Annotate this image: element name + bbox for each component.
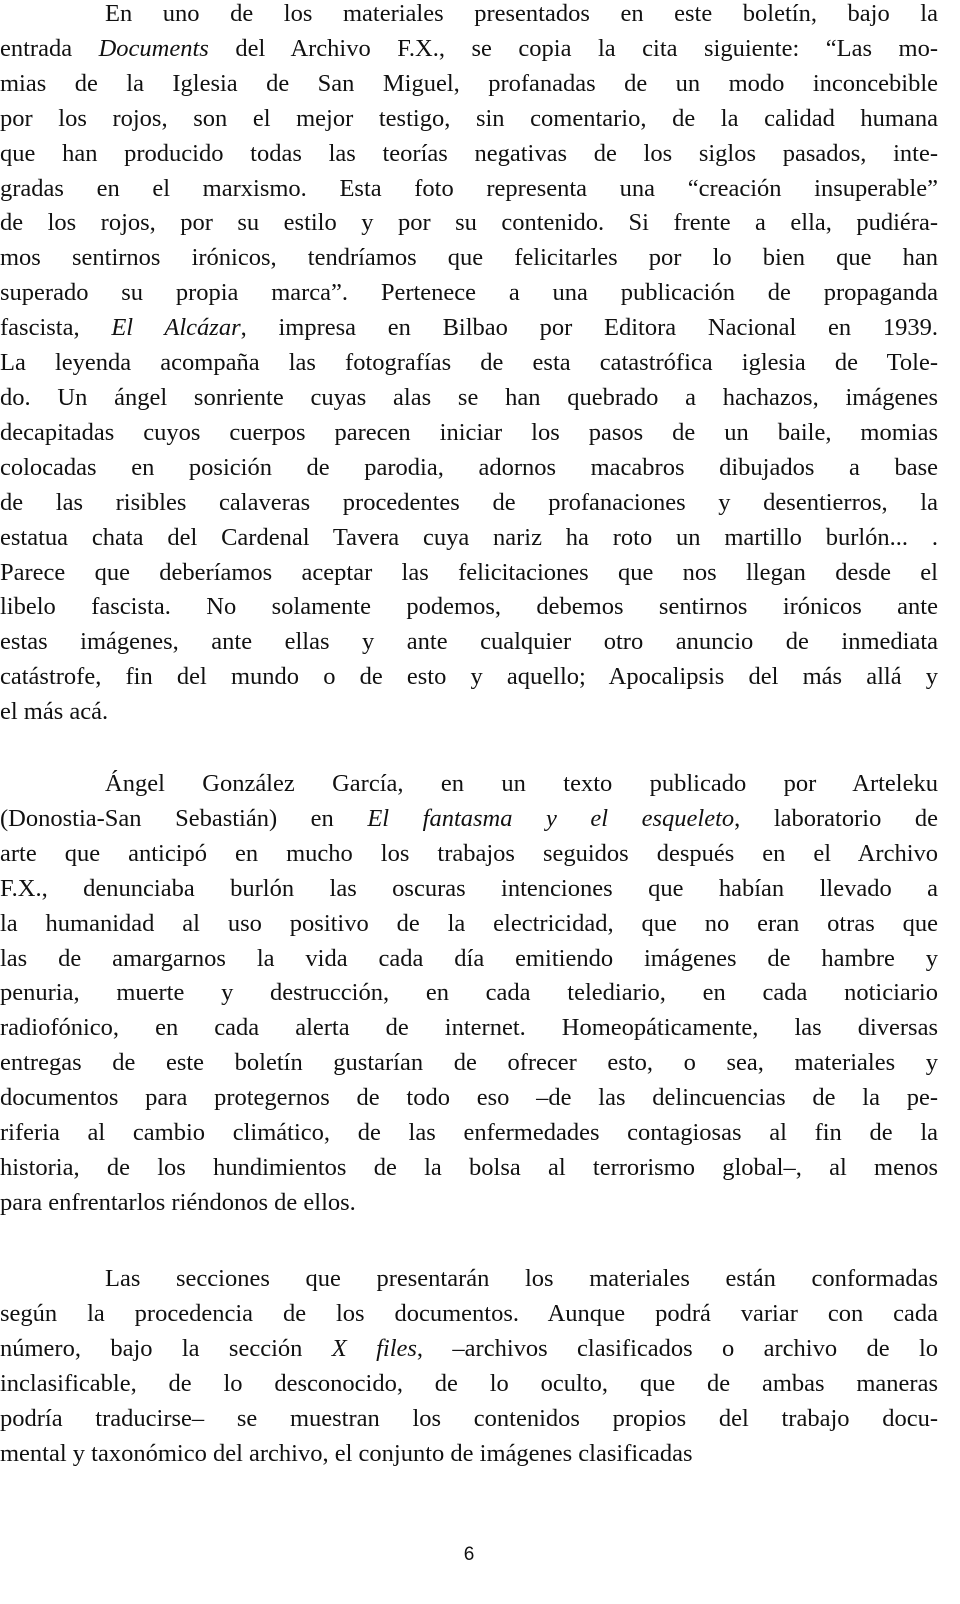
paragraph-2 — [0, 767, 938, 1221]
text-line — [0, 872, 938, 907]
text-run: mental y taxonómico del archivo, el conjunto de imágenes clasificadas — [0, 1439, 693, 1467]
text-line — [0, 1402, 938, 1437]
text-run: Parece que deberíamos aceptar las felicitaciones que nos llegan desde el — [0, 558, 938, 586]
text-run: Las secciones que presentarán los materiales están conformadas — [105, 1265, 938, 1292]
text-line — [0, 1262, 938, 1297]
text-run: la humanidad al uso positivo de la electricidad, que no eran otras que — [0, 909, 938, 937]
text-line — [0, 1046, 938, 1081]
text-run: (Donostia-San Sebastián) en — [0, 804, 368, 832]
text-line — [0, 172, 938, 207]
text-line — [0, 660, 938, 695]
text-run: de los rojos, por su estilo y por su contenido. Si frente a ella, pudiéra- — [0, 209, 938, 237]
text-line — [0, 1186, 938, 1221]
text-line — [0, 206, 938, 241]
text-line — [0, 0, 938, 32]
paragraph-1 — [0, 0, 938, 730]
text-line — [0, 311, 938, 346]
text-run: F.X., denunciaba burlón las oscuras intenciones que habían llevado a — [0, 874, 938, 902]
text-line — [0, 695, 938, 730]
text-line — [0, 1011, 938, 1046]
text-line — [0, 32, 938, 67]
italic-title: Documents — [98, 34, 209, 62]
text-line — [0, 381, 938, 416]
text-line — [0, 137, 938, 172]
text-line — [0, 416, 938, 451]
text-line — [0, 976, 938, 1011]
text-run: del Archivo F.X., se copia la cita siguiente: “Las mo- — [208, 34, 939, 62]
text-run: riferia al cambio climático, de las enfermedades contagiosas al fin de la — [0, 1119, 938, 1147]
text-line — [0, 837, 938, 872]
text-line — [0, 625, 938, 660]
text-run: radiofónico, en cada alerta de internet. Homeopáticamente, las diversas — [0, 1014, 938, 1042]
text-line — [0, 1332, 938, 1367]
text-run: que han producido todas las teorías negativas de los siglos pasados, inte- — [0, 139, 938, 167]
text-run: para enfrentarlos riéndonos de ellos. — [0, 1188, 356, 1216]
text-line — [0, 942, 938, 977]
text-line — [0, 556, 938, 591]
text-run: número, bajo la sección — [0, 1334, 332, 1362]
text-run: por los rojos, son el mejor testigo, sin comentario, de la calidad humana — [0, 104, 938, 132]
text-run: historia, de los hundimientos de la bolsa al terrorismo global–, al menos — [0, 1153, 938, 1181]
text-run: estas imágenes, ante ellas y ante cualquier otro anuncio de inmediata — [0, 628, 938, 656]
text-run: do. Un ángel sonriente cuyas alas se han quebrado a hachazos, imágenes — [0, 383, 938, 411]
text-run: La leyenda acompaña las fotografías de esta catastrófica iglesia de Tole- — [0, 349, 938, 377]
text-line — [0, 241, 938, 276]
page-number: 6 — [463, 1544, 475, 1565]
paragraph-3 — [0, 1262, 938, 1471]
text-line — [0, 802, 938, 837]
text-line — [0, 451, 938, 486]
text-run: según la procedencia de los documentos. Aunque podrá variar con cada — [0, 1299, 938, 1327]
text-run: entrada — [0, 34, 99, 62]
text-line — [0, 767, 938, 802]
text-line — [0, 521, 938, 556]
text-run: , impresa en Bilbao por Editora Nacional en 1939. — [240, 314, 939, 342]
text-line — [0, 276, 938, 311]
text-run: arte que anticipó en mucho los trabajos seguidos después en el Archivo — [0, 839, 938, 867]
text-line — [0, 907, 938, 942]
italic-title: El fantasma y el esqueleto — [367, 804, 735, 832]
text-run: libelo fascista. No solamente podemos, debemos sentirnos irónicos ante — [0, 593, 938, 621]
text-line — [0, 1081, 938, 1116]
text-line — [0, 1437, 938, 1472]
text-run: fascista, — [0, 314, 112, 342]
text-run: el más acá. — [0, 698, 109, 726]
text-line — [0, 1367, 938, 1402]
italic-title: El Alcázar — [111, 314, 241, 342]
text-line — [0, 486, 938, 521]
text-run: Ángel González García, en un texto publicado por Arteleku — [105, 770, 938, 797]
text-run: entregas de este boletín gustarían de ofrecer esto, o sea, materiales y — [0, 1049, 938, 1077]
text-run: mos sentirnos irónicos, tendríamos que felicitarles por lo bien que han — [0, 244, 938, 272]
text-run: penuria, muerte y destrucción, en cada telediario, en cada noticiario — [0, 979, 938, 1007]
text-run: colocadas en posición de parodia, adornos macabros dibujados a base — [0, 453, 938, 481]
text-run: estatua chata del Cardenal Tavera cuya nariz ha roto un martillo burlón... . — [0, 523, 938, 551]
text-run: gradas en el marxismo. Esta foto representa una “creación insuperable” — [0, 174, 938, 202]
text-run: superado su propia marca”. Pertenece a una publicación de propaganda — [0, 279, 938, 307]
text-run: mias de la Iglesia de San Miguel, profanadas de un modo inconcebible — [0, 69, 938, 97]
text-run: documentos para protegernos de todo eso –de las delincuencias de la pe- — [0, 1084, 938, 1112]
text-line — [0, 1151, 938, 1186]
text-line — [0, 1116, 938, 1151]
text-line — [0, 590, 938, 625]
text-run: las de amargarnos la vida cada día emitiendo imágenes de hambre y — [0, 944, 938, 972]
text-run: , –archivos clasificados o archivo de lo — [416, 1334, 939, 1362]
text-run: , laboratorio de — [734, 804, 938, 832]
text-run: decapitadas cuyos cuerpos parecen iniciar los pasos de un baile, momias — [0, 418, 938, 446]
text-line — [0, 346, 938, 381]
text-line — [0, 1297, 938, 1332]
text-line — [0, 102, 938, 137]
text-run: de las risibles calaveras procedentes de profanaciones y desentierros, la — [0, 488, 938, 516]
text-run: podría traducirse– se muestran los contenidos propios del trabajo docu- — [0, 1404, 938, 1432]
text-run: catástrofe, fin del mundo o de esto y aquello; Apocalipsis del más allá y — [0, 663, 938, 691]
text-run: inclasificable, de lo desconocido, de lo oculto, que de ambas maneras — [0, 1369, 938, 1397]
text-line — [0, 67, 938, 102]
text-run: En uno de los materiales presentados en este boletín, bajo la — [105, 0, 938, 27]
italic-title: X files — [331, 1334, 417, 1362]
